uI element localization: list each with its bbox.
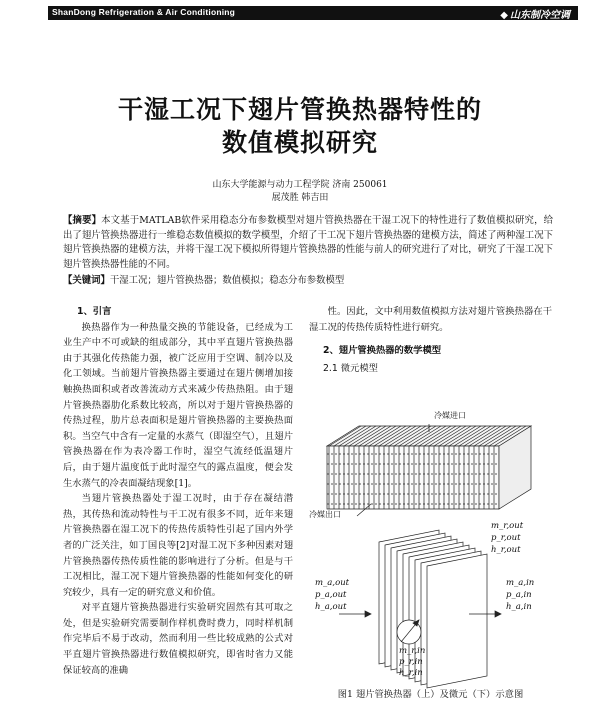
- var-label: p_a,out: [315, 590, 347, 600]
- var-label: p_r,in: [399, 657, 423, 667]
- subsection-heading: 2.1 微元模型: [323, 362, 378, 374]
- var-label: m_r,in: [399, 646, 426, 656]
- vars-air-out: [315, 577, 349, 613]
- heat-exchanger-diagram: [309, 424, 559, 689]
- vars-refrigerant-out: [491, 520, 523, 556]
- paragraph: 对平直翅片管换热器进行实验研究固然有其可取之处，但是实验研究需要制作样机费时费力，同时样机制作完毕后不易于改动，然而利用一些比较成熟的公式对平直翅片管换热器进行数值模拟研究，即省时省力又能保证较高的准确: [63, 602, 293, 676]
- figure-caption: 图1 翅片管换热器（上）及微元（下）示意图: [337, 689, 524, 700]
- section-heading-intro: 1、引言: [77, 306, 112, 317]
- paragraph: 性。因此，文中利用数值模拟方法对翅片管换热器在干湿工况的传热传质特性进行研究。: [309, 306, 552, 333]
- outlet-label: 冷媒出口: [309, 510, 341, 519]
- keywords: [63, 274, 553, 288]
- authors: 展茂胜 韩吉田: [271, 193, 329, 203]
- fin-plate: [427, 554, 487, 688]
- journal-name-cn-text: 山东制冷空调: [510, 10, 570, 21]
- vars-air-in: [506, 577, 534, 613]
- figure-1: [309, 411, 559, 689]
- paragraph: 换热器作为一种热量交换的节能设备，已经成为工业生产中不可或缺的组成部分，其中平直翅片管换热器由于其强化传热能力强，被广泛应用于空调、制冷以及化工领域。当前翅片管换热器主要通过在翅片侧增加接触换热面积或者改善流动方式来减少传热热阻。由于翅片管换热器肋化系数比较高，所以对于翅片管换热器的传热过程，肋片总表面积是翅片管换热器的主要换热面积。当空气中含有一定量的水蒸气（即湿空气），且翅片管换热器在作为表冷器工作时，湿空气流经低温翅片后，由于翅片温度低于此时湿空气的露点温度，便会发生水蒸气的冷表面凝结现象[1]。: [63, 321, 293, 489]
- abstract-text: 本文基于MATLAB软件采用稳态分布参数模型对翅片管换热器在干湿工况下的特性进行了数值模拟研究，给出了翅片管换热器进行一维稳态数值模拟的数学模型，介绍了干工况下翅片管换热器的建模方法，简述了两种湿工况下翅片管换热器的建模方法，并将干湿工况下模拟所得翅片管换热器的性能与前人的研究进行了对比，研究了干湿工况下翅片管换热器性能的不同。: [63, 215, 553, 270]
- right-column: [309, 304, 552, 376]
- journal-header-bar: [48, 6, 578, 20]
- vars-refrigerant-in: [399, 646, 425, 679]
- paper-title-line1: 干湿工况下翅片管换热器特性的: [117, 95, 482, 124]
- journal-name-cn: [500, 6, 570, 21]
- var-label: m_a,out: [315, 578, 350, 588]
- affiliation: 山东大学能源与动力工程学院 济南 250061: [212, 180, 388, 190]
- abstract: [63, 214, 553, 272]
- var-label: h_a,out: [315, 602, 347, 612]
- keywords-label: 【关键词】: [63, 275, 110, 286]
- var-label: h_r,in: [399, 668, 423, 678]
- section-heading-model: 2、翅片管换热器的数学模型: [323, 345, 442, 357]
- var-label: p_a,in: [506, 590, 532, 600]
- journal-name-en: ShanDong Refrigeration & Air Conditioning: [52, 7, 236, 17]
- keywords-text: 干湿工况；翅片管换热器；数值模拟；稳态分布参数模型: [109, 275, 345, 286]
- var-label: m_a,in: [506, 578, 535, 588]
- inlet-label: 冷媒进口: [434, 411, 466, 420]
- var-label: p_r,out: [491, 533, 521, 543]
- var-label: h_r,out: [491, 545, 521, 555]
- diamond-icon: ◆: [500, 10, 508, 21]
- fin-tube-block: [327, 424, 531, 516]
- paper-title-line2: 数值模拟研究: [221, 128, 378, 157]
- abstract-label: 【摘要】: [63, 215, 102, 226]
- var-label: h_a,in: [506, 602, 532, 612]
- var-label: m_r,out: [491, 521, 524, 531]
- paragraph: 当翅片管换热器处于湿工况时，由于存在凝结潜热，其传热和流动特性与干工况有很多不同，近年来翅片管换热器在湿工况下的传热传质特性引起了国内外学者的广泛关注，如丁国良等[2]对湿工况下多种因素对翅片管换热器传热传质性能的影响进行了分析。但是与干工况相比，湿工况下翅片管换热器的性能如何变化的研究较少，具有一定的研究意义和价值。: [63, 493, 293, 598]
- left-column: [63, 304, 293, 678]
